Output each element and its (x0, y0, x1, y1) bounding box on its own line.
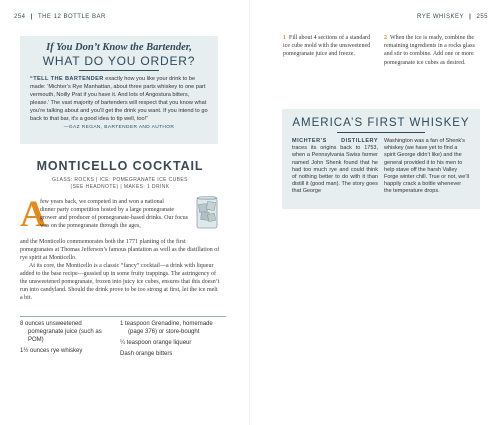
ingredients-column-2 (120, 320, 226, 361)
cocktail-meta-line1: GLASS: ROCKS | ICE: POMEGRANATE ICE CUBES (52, 177, 188, 183)
rocks-glass-illustration (195, 194, 219, 230)
sidebar-text-1: traces its origins back to 1753, when a Pennsylvania Swiss farmer named John Shenk found that he had too much rye and could think of nothing better to do with it than distill it (good man). The story goes that George (292, 145, 378, 195)
tip-divider (79, 70, 159, 71)
tip-credit: —GAZ REGAN, BARTENDER AND AUTHOR (63, 125, 175, 131)
ingredient-item: Dash orange bitters (120, 351, 173, 358)
second-paragraph: At its core, the Monticello is a classic “fancy” cocktail—a drink with liqueur added to the base recipe—gussied up in some fruity trappings. The astringency of the unsweetened pomegranate, frozen into juicy ice cubes, ensures that this doesn’t run into candyland. Should the drink prove to be too strong at first, let the ice melt a bit. (20, 263, 220, 302)
drop-cap: A (20, 194, 47, 235)
step-1 (283, 34, 378, 59)
ingredients-column-1 (20, 320, 116, 358)
ingredients-list (20, 316, 226, 358)
cocktail-meta-line2: (SEE HEADNOTE) | MAKES: 1 DRINK (70, 184, 170, 190)
sidebar-column-2: Washington was a fan of Shenk’s whiskey (we have yet to find a spirit George didn’t like) and the general provided it to his men to help stave off the harsh Valley Forge winter chill. True or not, we’ll happily crack a bottle whenever the temperature drops. (384, 138, 469, 195)
bartender-tip-sidebar (20, 36, 218, 144)
left-page-number: 254 (14, 14, 26, 20)
ingredient-item: ¼ teaspoon orange liqueur (120, 340, 192, 347)
step-text: Fill about 4 sections of a standard ice cube mold with the unsweetened pomegranate juice and freeze. (283, 35, 371, 58)
right-running-header: RYE WHISKEY | 255 (416, 14, 488, 20)
tip-body (30, 76, 208, 123)
intro-paragraph-rest: dinner party competition hosted by a large pomegranate grower and producer of pomegranate-based drinks. Our focus was on the pomegranate through the ages, (40, 207, 188, 230)
sidebar-divider (337, 132, 425, 133)
sidebar-title: AMERICA’S FIRST WHISKEY (292, 117, 470, 129)
step-text: When the ice is ready, combine the remaining ingredients in a rocks glass and stir to combine. Add one or more pomegranate ice cubes as desired. (384, 35, 475, 66)
right-page-number: 255 (476, 14, 488, 20)
intro-line1: few years back, we competed in and won a national (40, 199, 164, 205)
sidebar-column-1 (292, 138, 378, 196)
left-running-title: THE 12 BOTTLE BAR (37, 14, 106, 20)
step-2 (384, 34, 479, 67)
tip-lead: “TELL THE BARTENDER (30, 76, 104, 82)
tip-heading-line2: WHAT DO YOU ORDER? (42, 54, 196, 68)
tip-text: exactly how you like your drink to be made: ‘Michter’s Rye Manhattan, about three parts whiskey to one part vermouth, Noilly Prat if you have it. And lots of Angostura bitters, please.’ The vast majority of bartenders will respect that you know what you’re talking about and you’ll get the drink you want. If you intend to go back to that bar, it’s a good idea to tip well, too!” (30, 76, 208, 122)
ingredient-item: 1 teaspoon Grenadine, homemade (page 376) or store-bought (120, 321, 213, 336)
americas-first-whiskey-sidebar (282, 109, 480, 209)
sidebar-lead: MICHTER’S DISTILLERY (292, 138, 378, 144)
right-running-title: RYE WHISKEY (416, 14, 464, 20)
tip-heading-line1: If You Don’t Know the Bartender, (46, 42, 192, 53)
ingredient-item: 1½ ounces rye whiskey (20, 348, 83, 355)
cocktail-meta (20, 177, 220, 191)
page-gutter (249, 0, 250, 425)
left-running-header: 254 | THE 12 BOTTLE BAR (14, 14, 106, 20)
step-number: 2 (384, 35, 387, 41)
intro-paragraph-tail: and the Monticello commemorates both the 1771 planting of the first pomegranates at Thomas Jefferson’s famous plantation as well as the distillation of rye spirit at Monticello. (20, 239, 220, 262)
cocktail-title: MONTICELLO COCKTAIL (36, 159, 204, 173)
ingredient-item: 8 ounces unsweetened pomegranate juice (such as POM) (20, 321, 102, 344)
step-number: 1 (283, 35, 286, 41)
